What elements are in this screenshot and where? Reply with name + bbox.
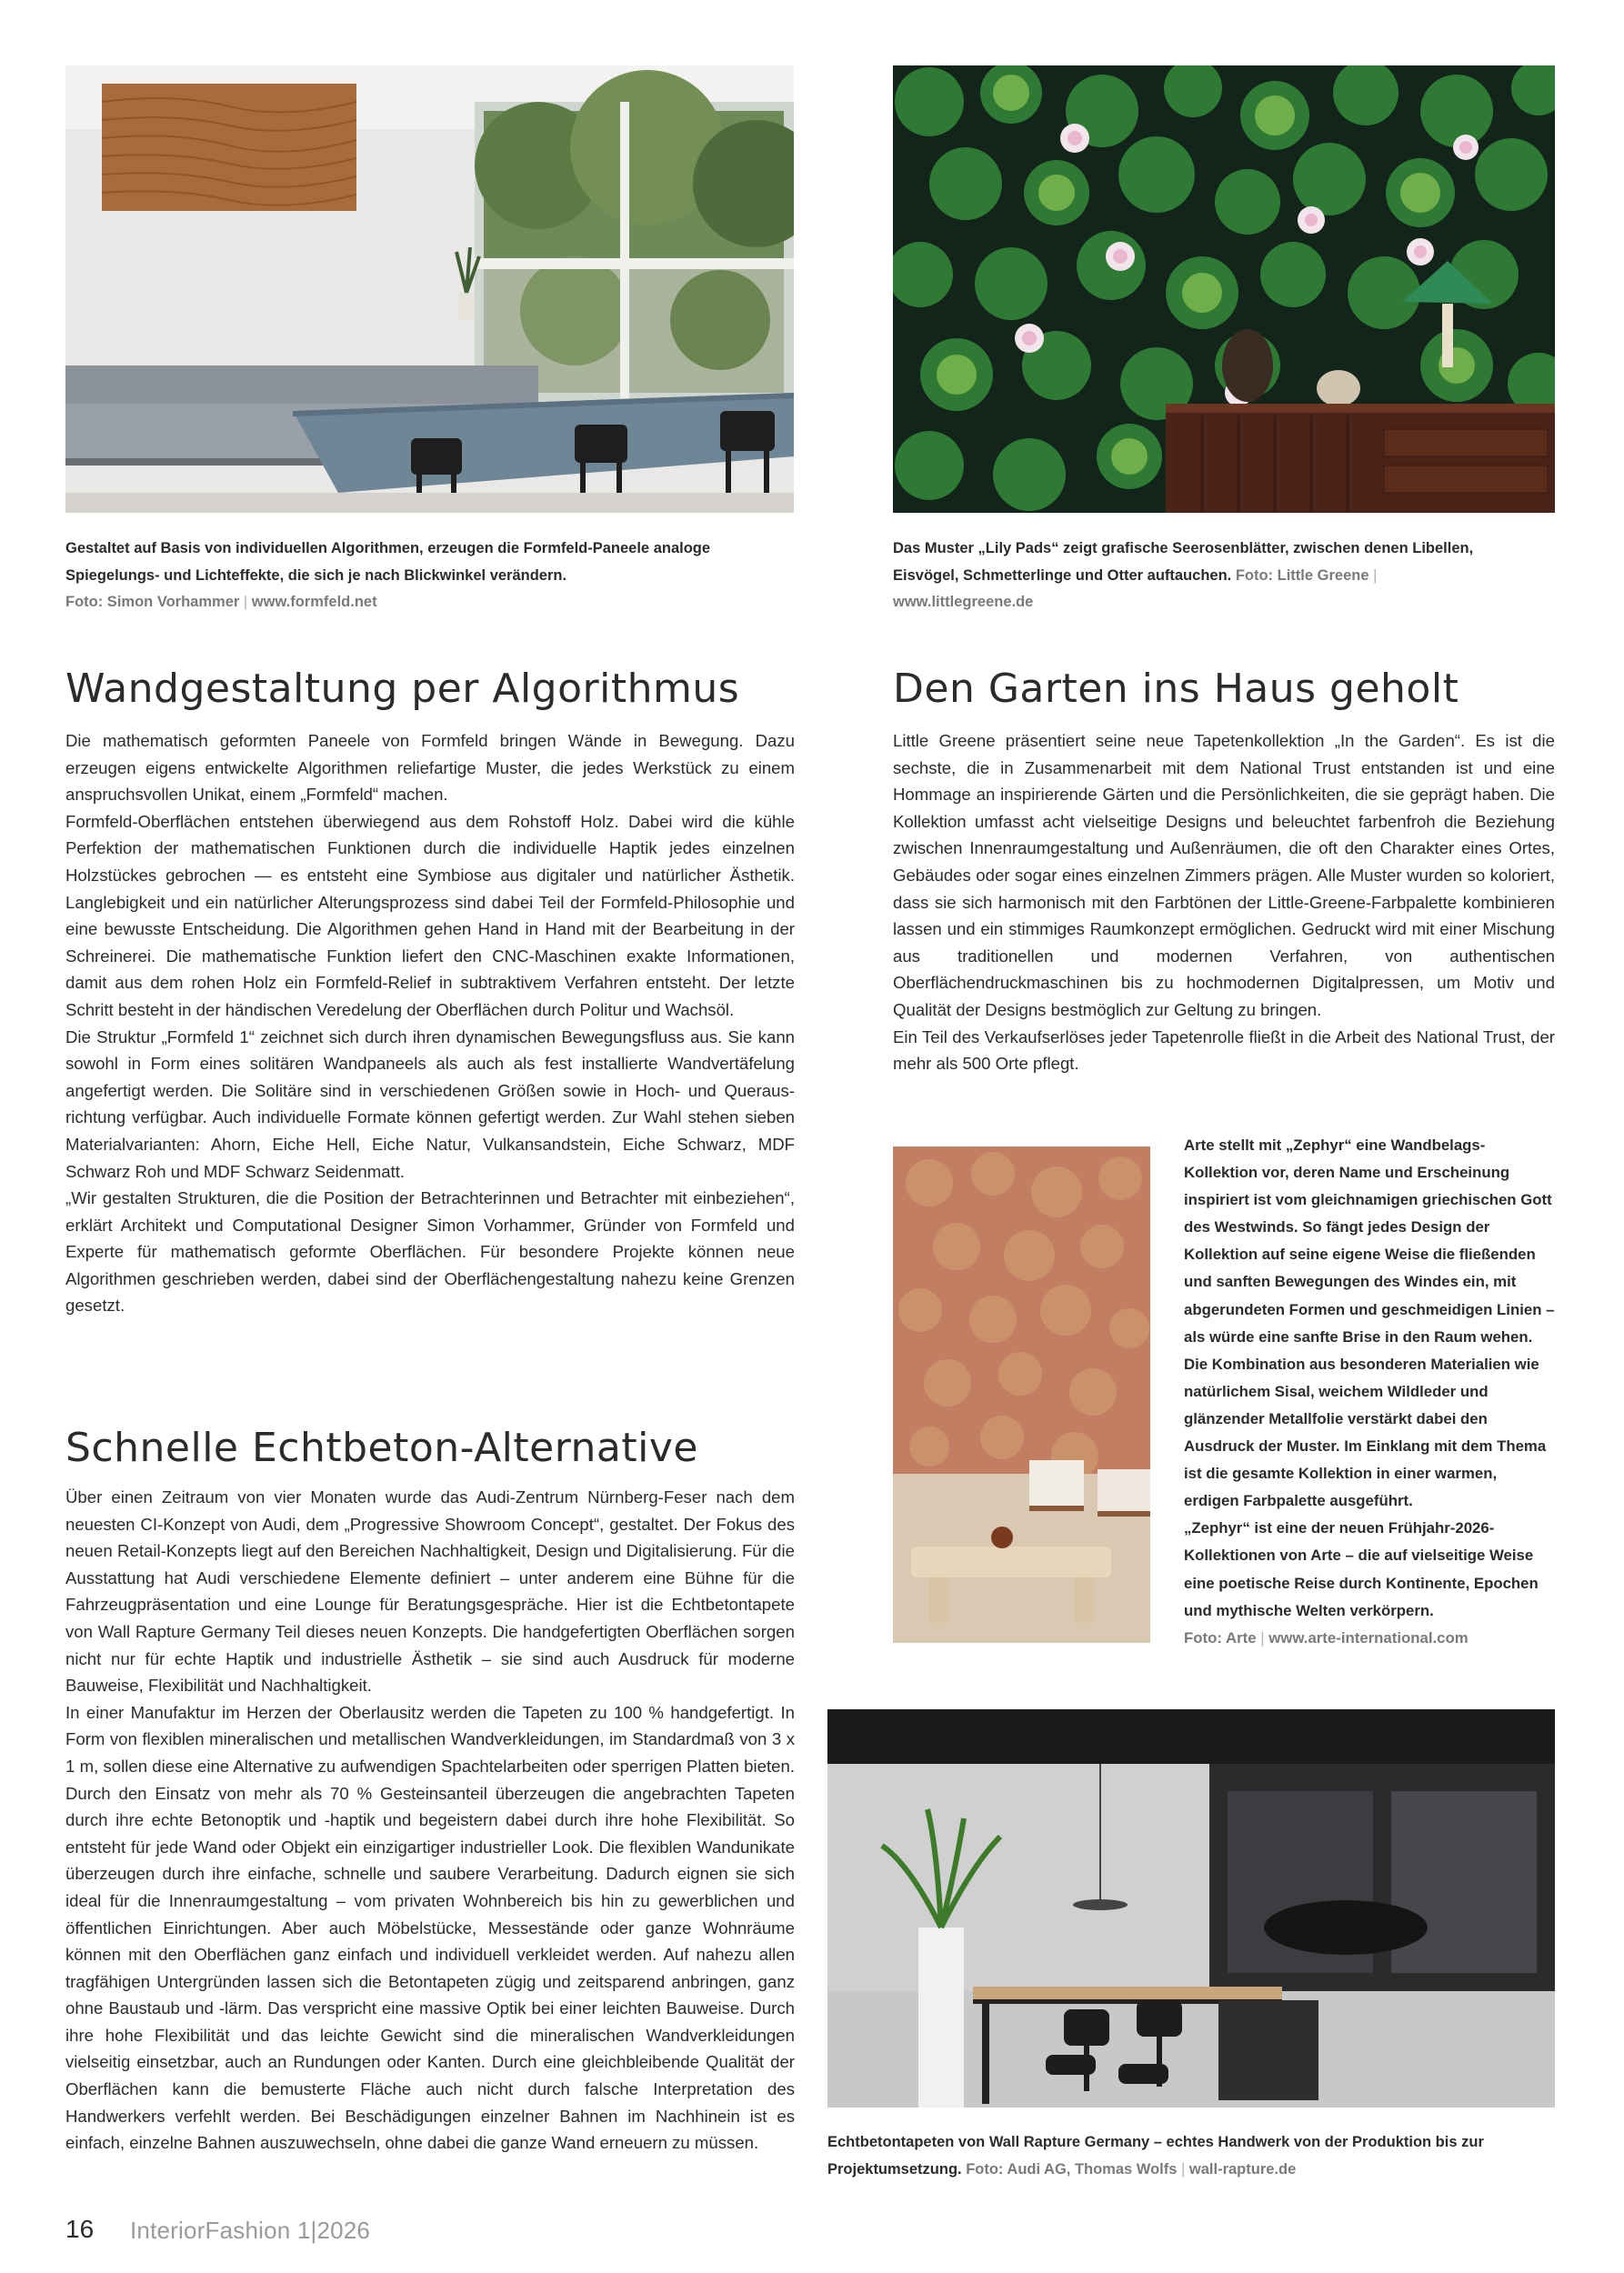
headline-echtbeton: Schnelle Echtbeton-Alternative: [65, 1425, 698, 1471]
formfeld-photo: [65, 65, 794, 513]
caption-text: Gestaltet auf Basis von individuellen Algorithmen, erzeugen die Formfeld-Paneele analoge Spiegelungs- und Lichteffekte, die sich je nach Blickwinkel verändern.: [65, 540, 711, 584]
article-echtbeton: [65, 1484, 795, 2157]
paragraph: Die Struktur „Formfeld 1“ zeichnet sich durch ihren dynamischen Bewegungsfluss aus. Sie kann sowohl in Form eines solitären Wandpaneels als auch als fest installierte Wandvertäfelung angefertigt werden. Die Solitäre sind in verschiedenen Größen sowie in Hoch- und Querausrichtung verfügbar. Auch individuelle Formate können gefertigt werden. Zur Wahl stehen sieben Materialvarianten: Ahorn, Eiche Hell, Eiche Natur, Vulkansandstein, Eiche Schwarz, MDF Schwarz Roh und MDF Schwarz Seidenmatt.: [65, 1026, 795, 1181]
audi-caption: [827, 2129, 1555, 2183]
credit-separator: |: [1260, 1628, 1265, 1647]
headline-algorithmus: Wandgestaltung per Algorithmus: [65, 666, 740, 712]
article-garten: [893, 727, 1555, 1077]
magazine-issue: InteriorFashion 1|2026: [130, 2217, 371, 2244]
page-number: 16: [65, 2215, 95, 2243]
credit-separator: |: [243, 594, 248, 610]
zephyr-photo: [893, 1147, 1150, 1643]
paragraph: Die mathematisch geformten Paneele von Formfeld bringen Wände in Bewegung. Dazu erzeugen eigens entwickelte Algorithmen reliefartige Muster, die jedes Werkstück zu einem anspruchsvollen Unikat, einem „Formfeld“ machen.: [65, 731, 795, 805]
caption-text: Echtbetontapeten von Wall Rapture Germany – echtes Handwerk von der Produktion bis zur Projektumsetzung.: [827, 2134, 1484, 2178]
credit-separator: |: [1373, 566, 1378, 584]
article-algorithmus: [65, 727, 795, 1319]
headline-garten: Den Garten ins Haus geholt: [893, 666, 1459, 712]
source-link[interactable]: www.formfeld.net: [251, 594, 377, 610]
source-link[interactable]: www.littlegreene.de: [893, 594, 1034, 610]
paragraph: Ein Teil des Verkaufserlöses jeder Tapetenrolle fließt in die Arbeit des National Trust, der mehr als 500 Orte pflegt.: [893, 1026, 1555, 1074]
photo-credit: Foto: Audi AG, Thomas Wolfs: [966, 2160, 1178, 2178]
paragraph: „Wir gestalten Strukturen, die die Position der Betrachterinnen und Betrachter mit einbeziehen“, erklärt Architekt und Computational Designer Simon Vorhammer, Gründer von Formfeld und Experte für mathematisch geformte Oberflächen. Für besondere Projekte können neue Algorithmen geschrieben werden, dabei sind der Oberflächengestaltung nahezu keine Grenzen gesetzt.: [65, 1188, 795, 1316]
credit-separator: |: [1181, 2160, 1186, 2178]
source-link[interactable]: www.arte-international.com: [1268, 1628, 1469, 1647]
source-link[interactable]: wall-rapture.de: [1188, 2160, 1297, 2178]
zephyr-sidebox: [1184, 1132, 1555, 1652]
formfeld-caption: [65, 536, 793, 616]
paragraph: „Zephyr“ ist eine der neuen Frühjahr-2026-Kollektionen von Arte – die auf vielseitige Weise eine poetische Reise durch Kontinente, Epochen und mythische Welten verkörpern.: [1184, 1519, 1539, 1619]
paragraph: Arte stellt mit „Zephyr“ eine Wandbelags-Kollektion vor, deren Name und Erscheinung inspiriert ist vom gleichnamigen griechischen Gott des Westwinds. So fängt jedes Design der Kollektion auf seine eigene Weise die fließenden und sanften Bewegungen des Windes ein, mit abgerundeten Formen und geschmeidigen Linien – als würde eine sanfte Brise in den Raum wehen. Die Kombination aus besonderen Materialien wie natürlichem Sisal, weichem Wildleder und glänzender Metallfolie verstärkt dabei den Ausdruck der Muster. Im Einklang mit dem Thema ist die gesamte Kollektion in einer warmen, erdigen Farbpalette ausgeführt.: [1184, 1136, 1555, 1510]
caption-text: Das Muster „Lily Pads“ zeigt grafische Seerosenblätter, zwischen denen Libellen, Eisvögel, Schmetterlinge und Otter auftauchen.: [893, 540, 1474, 584]
lily-pads-caption: [893, 536, 1520, 616]
paragraph: Little Greene präsentiert seine neue Tapetenkollektion „In the Garden“. Es ist die sechste, die in Zusammenarbeit mit dem National Trust entstanden ist und eine Hommage an inspirierende Gärten und die Persönlichkeiten, die sie geprägt haben. Die Kollektion umfasst acht vielseitige Designs und beleuchtet farbenfroh die Beziehung zwischen Innenraumgestaltung und Außenräumen, die oft den Charakter eines Ortes, Gebäudes oder sogar eines einzelnen Zimmers prägen. Alle Muster wurden so koloriert, dass sie sich harmonisch mit den Farbtönen der Little-Greene-Farbpalette kombinieren lassen und ein stimmiges Raumkonzept ermöglichen. Gedruckt wird mit einer Mischung aus traditionellen und modernen Verfahren, von authentischen Oberflächendruckmaschinen bis zu hochmodernen Digitalpressen, um Motiv und Qualität der Designs bestmöglich zur Geltung zu bringen.: [893, 731, 1555, 1019]
paragraph: In einer Manufaktur im Herzen der Oberlausitz werden die Tapeten zu 100 % handgefertigt. In Form von flexiblen mineralischen und metallischen Wandverkleidungen, im Standardmaß von 3 x 1 m, sollen diese eine Alternative zu aufwendigen Spachtelarbeiten oder sperrigen Platten bieten. Durch den Einsatz von mehr als 70 % Gesteinsanteil überzeugen die angebrachten Tapeten durch ihre echte Betonoptik und -haptik und begeistern dabei durch ihre hohe Flexibilität. So entsteht für jede Wand oder Objekt ein einzigartiger industrieller Look. Die flexiblen Wandunikate überzeugen durch ihre einfache, schnelle und saubere Verarbeitung. Dadurch eignen sie sich ideal für die Innenraumgestaltung – vom privaten Wohnbereich bis hin zu gewerblichen und öffentlichen Einrichtungen. Aber auch Möbelstücke, Messestände oder ganze Wohnräume können mit den Oberflächen ganz einfach und individuell verkleidet werden. Auf nahezu allen tragfähigen Untergründen lassen sich die Betontapeten zügig und zeitsparend anbringen, ganz ohne Baustaub und -lärm. Das verspricht eine massive Optik bei einer leichten Bauweise. Durch ihre hohe Flexibilität und das leichte Gewicht sind die mineralischen Wandverkleidungen vielseitig einsetzbar, auch an Rundungen oder Kanten. Durch eine gleichbleibende Qualität der Oberflächen kann die bemusterte Fläche auch nicht durch falsche Interpretation des Handwerkers verfehlt werden. Bei Beschädigungen einzelner Bahnen im Nachhinein ist es einfach, einzelne Bahnen auszuwechseln, ohne dabei die ganze Wand erneuern zu müssen.: [65, 1702, 795, 2153]
audi-showroom-photo: [827, 1709, 1555, 2108]
paragraph: Formfeld-Oberflächen entstehen überwiegend aus dem Rohstoff Holz. Dabei wird die kühle Perfektion der mathematischen Funktionen durch die individuelle Haptik jedes einzelnen Holzstückes gebrochen — es entsteht eine Symbiose aus digitaler und natürlicher Ästhetik. Langlebigkeit und ein natürlicher Alterungsprozess sind dabei Teil der Formfeld-Philosophie und eine bewusste Entscheidung. Die Algorithmen gehen Hand in Hand mit der Bearbeitung in der Schreinerei. Die mathematische Funktion liefert den CNC-Maschinen exakte Informationen, damit aus dem rohen Holz ein Formfeld-Relief in subtraktivem Verfahren entsteht. Der letzte Schritt besteht in der händischen Veredelung der Oberflächen durch Politur und Wachsöl.: [65, 811, 795, 1019]
lily-pads-photo: [893, 65, 1555, 513]
photo-credit: Foto: Simon Vorhammer: [65, 594, 240, 610]
paragraph: Über einen Zeitraum von vier Monaten wurde das Audi-Zentrum Nürnberg-Feser nach dem neuesten CI-Konzept von Audi, dem „Progressive Showroom Concept“, gestaltet. Der Fokus des neuen Retail-Konzepts liegt auf den Bereichen Nachhaltigkeit, Design und Digitalisierung. Für die Ausstattung hat Audi verschiedene Elemente definiert – unter anderem eine Bühne für die Fahrzeugpräsentation und eine Lounge für Beratungsgespräche. Hier ist die Echtbetontapete von Wall Rapture Germany Teil dieses neuen Konzepts. Die handgefertigten Oberflächen sorgen nicht nur für echte Haptik und industrielle Ästhetik – sie sind auch Ausdruck für moderne Bauweise, Flexibilität und Nachhaltigkeit.: [65, 1487, 795, 1696]
photo-credit: Foto: Little Greene: [1235, 566, 1369, 584]
photo-credit: Foto: Arte: [1184, 1628, 1257, 1647]
